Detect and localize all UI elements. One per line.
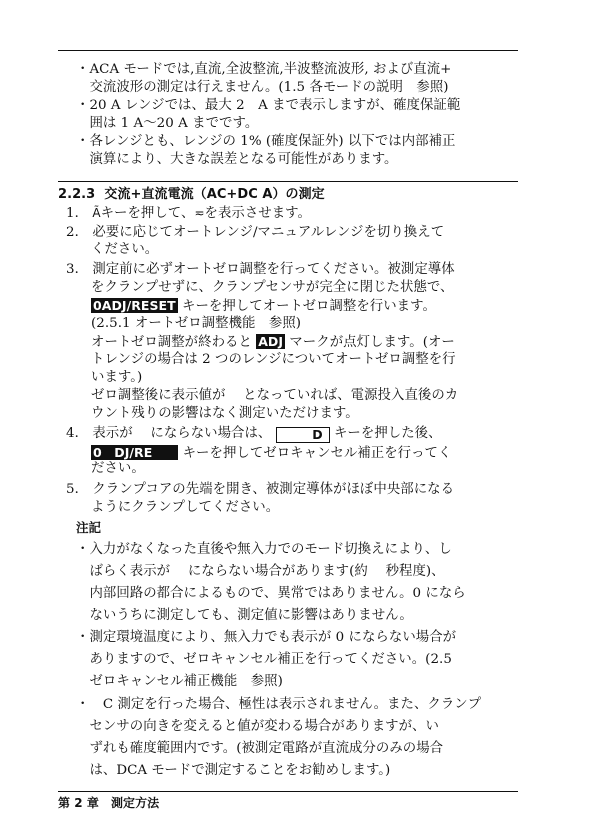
section-heading — [58, 187, 325, 203]
step-3-cont: トレンジの場合は 2 つのレンジについてオートゼロ調整を行 — [91, 352, 456, 367]
top-note-line: 交流波形の測定は行えません。(1.5 各モードの説明 参照) — [76, 80, 449, 95]
step-text: を表示させます。 — [204, 206, 311, 221]
zero-adj-reset-key: 0 DJ/RE — [91, 445, 178, 460]
step-3-cont — [91, 334, 455, 351]
footer-rule — [58, 791, 518, 792]
step-5 — [66, 482, 454, 498]
step-number: 1． — [66, 206, 89, 221]
step-4-cont: ださい。 — [91, 461, 145, 476]
section-title: 交流+直流電流（AC+DC A）の測定 — [104, 187, 325, 202]
note-line: ゼロキャンセル補正機能 参照) — [76, 674, 283, 689]
step-text: 測定前に必ずオートゼロ調整を行ってください。被測定導体 — [92, 262, 455, 277]
step-text: オートゼロ調整が終わると — [91, 335, 257, 350]
step-3 — [66, 262, 455, 278]
step-text: クランプコアの先端を開き、被測定導体がほぼ中央部になる — [92, 482, 455, 497]
step-number: 3． — [66, 262, 89, 277]
step-text: キーを押してオートゼロ調整を行います。 — [177, 299, 436, 314]
step-text: キーを押して、 — [100, 206, 195, 221]
top-note-line: 囲は 1 A～20 A までです。 — [76, 116, 259, 131]
section-rule — [58, 181, 518, 182]
step-1 — [66, 205, 311, 222]
note-line: ずれも確度範囲内です。(被測定電路が直流成分のみの場合 — [76, 741, 444, 756]
step-3-cont: ウント残りの影響はなく測定いただけます。 — [91, 406, 359, 421]
note-line: ・ C 測定を行った場合、極性は表示されません。また、クランプ — [76, 697, 482, 712]
adj-mark: ADJ — [258, 334, 284, 349]
step-number: 4． — [66, 426, 89, 441]
step-4-cont — [91, 445, 451, 462]
step-3-cont: をクランプせずに、クランプセンサが完全に閉じた状態で、 — [91, 280, 454, 295]
step-text: マークが点灯します。(オー — [285, 335, 455, 350]
step-number: 5． — [66, 482, 89, 497]
top-note-line: ・ACA モードでは,直流,全波整流,半波整流波形, および直流+ — [76, 62, 452, 77]
note-heading: 注記 — [76, 520, 102, 535]
step-3-cont: (2.5.1 オートゼロ調整機能 参照) — [91, 316, 302, 331]
note-line: ・測定環境温度により、無入力でも表示が 0 にならない場合が — [76, 630, 457, 645]
note-line: ありますので、ゼロキャンセル補正を行ってください。(2.5 — [76, 652, 452, 667]
note-line: センサの向きを変えると値が変わる場合がありますが、い — [76, 719, 439, 734]
ac-a-mode-icon: Ã — [92, 206, 101, 220]
note-line: ばらく表示が にならない場合があります(約 秒程度)、 — [76, 564, 445, 579]
d-key: D — [276, 427, 330, 443]
step-3-cont: ゼロ調整後に表示値が となっていれば、電源投入直後のカ — [91, 388, 459, 403]
note-line: ・入力がなくなった直後や無入力でのモード切換えにより、し — [76, 542, 452, 557]
footer-chapter: 第 2 章 測定方法 — [58, 796, 160, 810]
top-note-line: ・各レンジとも、レンジの 1% (確度保証外) 以下では内部補正 — [76, 134, 456, 149]
step-2-cont: ください。 — [91, 242, 159, 257]
step-text: 必要に応じてオートレンジ/マニュアルレンジを切り換えて — [92, 225, 445, 240]
step-4 — [66, 426, 442, 443]
note-line: は、DCA モードで測定することをお勧めします。) — [76, 763, 391, 778]
section-number: 2.2.3 — [58, 187, 96, 202]
step-3-cont — [91, 298, 436, 315]
step-number: 2． — [66, 225, 89, 240]
step-5-cont: ようにクランプしてください。 — [91, 500, 280, 515]
ac-dc-symbol-icon: ≂ — [194, 206, 205, 220]
note-line: 内部回路の都合によるもので、異常ではありません。0 になら — [76, 586, 466, 601]
note-line: ないうちに測定しても、測定値に影響はありません。 — [76, 608, 413, 623]
top-rule — [58, 50, 518, 51]
step-3-cont: います。) — [91, 370, 143, 385]
top-note-line: 演算により、大きな誤差となる可能性があります。 — [76, 152, 398, 167]
step-text: キーを押した後、 — [329, 426, 442, 441]
step-text: 表示が にならない場合は、 — [92, 426, 272, 441]
top-note-line: ・20 A レンジでは、最大 2 A まで表示しますが、確度保証範 — [76, 98, 461, 113]
zero-adj-reset-key: 0ADJ/RESET — [93, 298, 176, 313]
step-2 — [66, 225, 444, 241]
step-text: キーを押してゼロキャンセル補正を行ってく — [178, 446, 452, 461]
